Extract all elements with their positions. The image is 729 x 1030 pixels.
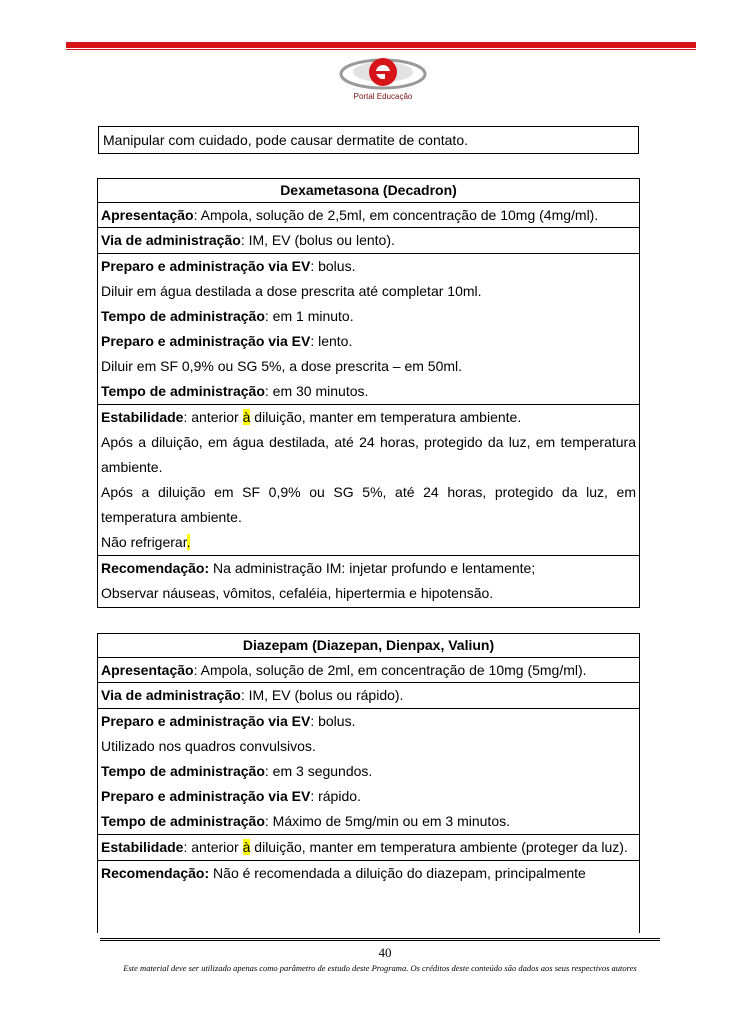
- preparo-label: Preparo e administração via EV: [101, 713, 311, 729]
- dexametasona-title-row: [98, 179, 639, 202]
- tempo-label: Tempo de administração: [101, 813, 265, 829]
- drug-title: Dexametasona (Decadron): [280, 182, 457, 198]
- diazepam-table: [97, 633, 640, 933]
- recomendacao-text: Na administração IM: injetar profundo e lentamente;: [209, 560, 536, 576]
- header-red-bar: [66, 42, 696, 48]
- diazepam-recomendacao-row: [98, 860, 639, 886]
- recomendacao-label: Recomendação:: [101, 865, 210, 881]
- recomendacao-text: Não é recomendada a diluição do diazepam, principalmente: [209, 865, 586, 881]
- estabilidade-text: diluição, manter em temperatura ambiente.: [250, 409, 522, 425]
- tempo-label: Tempo de administração: [101, 763, 265, 779]
- via-value: : IM, EV (bolus ou lento).: [240, 232, 395, 248]
- dexametasona-preparo-row: [98, 253, 639, 404]
- diluir-text: Diluir em SF 0,9% ou SG 5%, a dose prescrita – em 50ml.: [101, 358, 463, 374]
- highlighted-text: .: [186, 534, 191, 550]
- preparo-value: : bolus.: [310, 713, 356, 729]
- preparo-value: : rápido.: [310, 788, 361, 804]
- preparo-label: Preparo e administração via EV: [101, 333, 311, 349]
- footer-line: [100, 938, 660, 939]
- tempo-label: Tempo de administração: [101, 383, 265, 399]
- apresentacao-value: : Ampola, solução de 2ml, em concentração de 10mg (5mg/ml).: [193, 662, 587, 678]
- logo-text: Portal Educação: [353, 92, 413, 101]
- highlighted-text: à: [242, 839, 251, 855]
- tempo-label: Tempo de administração: [101, 308, 265, 324]
- apresentacao-label: Apresentação: [101, 207, 194, 223]
- preparo-label: Preparo e administração via EV: [101, 258, 311, 274]
- apresentacao-label: Apresentação: [101, 662, 194, 678]
- estabilidade-text: : anterior: [183, 839, 243, 855]
- tempo-value: : em 1 minuto.: [264, 308, 354, 324]
- header-red-line: [66, 49, 696, 50]
- preparo-value: : bolus.: [310, 258, 356, 274]
- diazepam-estabilidade-row: [98, 834, 639, 860]
- utilizado-text: Utilizado nos quadros convulsivos.: [101, 738, 316, 754]
- diazepam-title-row: [98, 634, 639, 657]
- dexametasona-via-row: [98, 227, 639, 253]
- footer-disclaimer: Este material deve ser utilizado apenas como parâmetro de estudo deste Programa. Os créditos deste conteúdo são dados aos seus respectivos autores: [123, 963, 637, 973]
- dexametasona-estabilidade-row: [98, 404, 639, 555]
- dexametasona-apresentacao-row: [98, 202, 639, 227]
- estabilidade-label: Estabilidade: [101, 409, 184, 425]
- highlighted-text: à: [242, 409, 251, 425]
- tempo-value: : em 30 minutos.: [264, 383, 369, 399]
- estabilidade-text: : anterior: [183, 409, 243, 425]
- page-number: 40: [378, 945, 392, 960]
- diluir-text: Diluir em água destilada a dose prescrita até completar 10ml.: [101, 283, 482, 299]
- note-box: [98, 126, 639, 154]
- diazepam-apresentacao-row: [98, 657, 639, 682]
- preparo-label: Preparo e administração via EV: [101, 788, 311, 804]
- tempo-value: : em 3 segundos.: [264, 763, 373, 779]
- via-value: : IM, EV (bolus ou rápido).: [240, 687, 404, 703]
- footer-line: [100, 940, 660, 941]
- apresentacao-value: : Ampola, solução de 2,5ml, em concentração de 10mg (4mg/ml).: [193, 207, 599, 223]
- note-text: Manipular com cuidado, pode causar dermatite de contato.: [103, 132, 468, 148]
- diazepam-preparo-row: [98, 708, 639, 834]
- dexametasona-recomendacao-row: [98, 555, 639, 606]
- apos-diluicao-text: Após a diluição, em água destilada, até 24 horas, protegido da luz, em temperatura ambiente.: [101, 434, 636, 475]
- estabilidade-text: diluição, manter em temperatura ambiente (proteger da luz).: [250, 839, 628, 855]
- preparo-value: : lento.: [310, 333, 353, 349]
- apos-diluicao-text: Após a diluição em SF 0,9% ou SG 5%, até 24 horas, protegido da luz, em temperatura ambiente.: [101, 484, 636, 525]
- dexametasona-table: [97, 178, 640, 608]
- recomendacao-label: Recomendação:: [101, 560, 210, 576]
- diazepam-via-row: [98, 682, 639, 708]
- nao-refrigerar-text: Não refrigerar: [101, 534, 187, 550]
- tempo-value: : Máximo de 5mg/min ou em 3 minutos.: [264, 813, 511, 829]
- drug-title: Diazepam (Diazepan, Dienpax, Valiun): [242, 637, 495, 653]
- observar-text: Observar náuseas, vômitos, cefaléia, hipertermia e hipotensão.: [101, 585, 494, 601]
- via-label: Via de administração: [101, 687, 241, 703]
- via-label: Via de administração: [101, 232, 241, 248]
- estabilidade-label: Estabilidade: [101, 839, 184, 855]
